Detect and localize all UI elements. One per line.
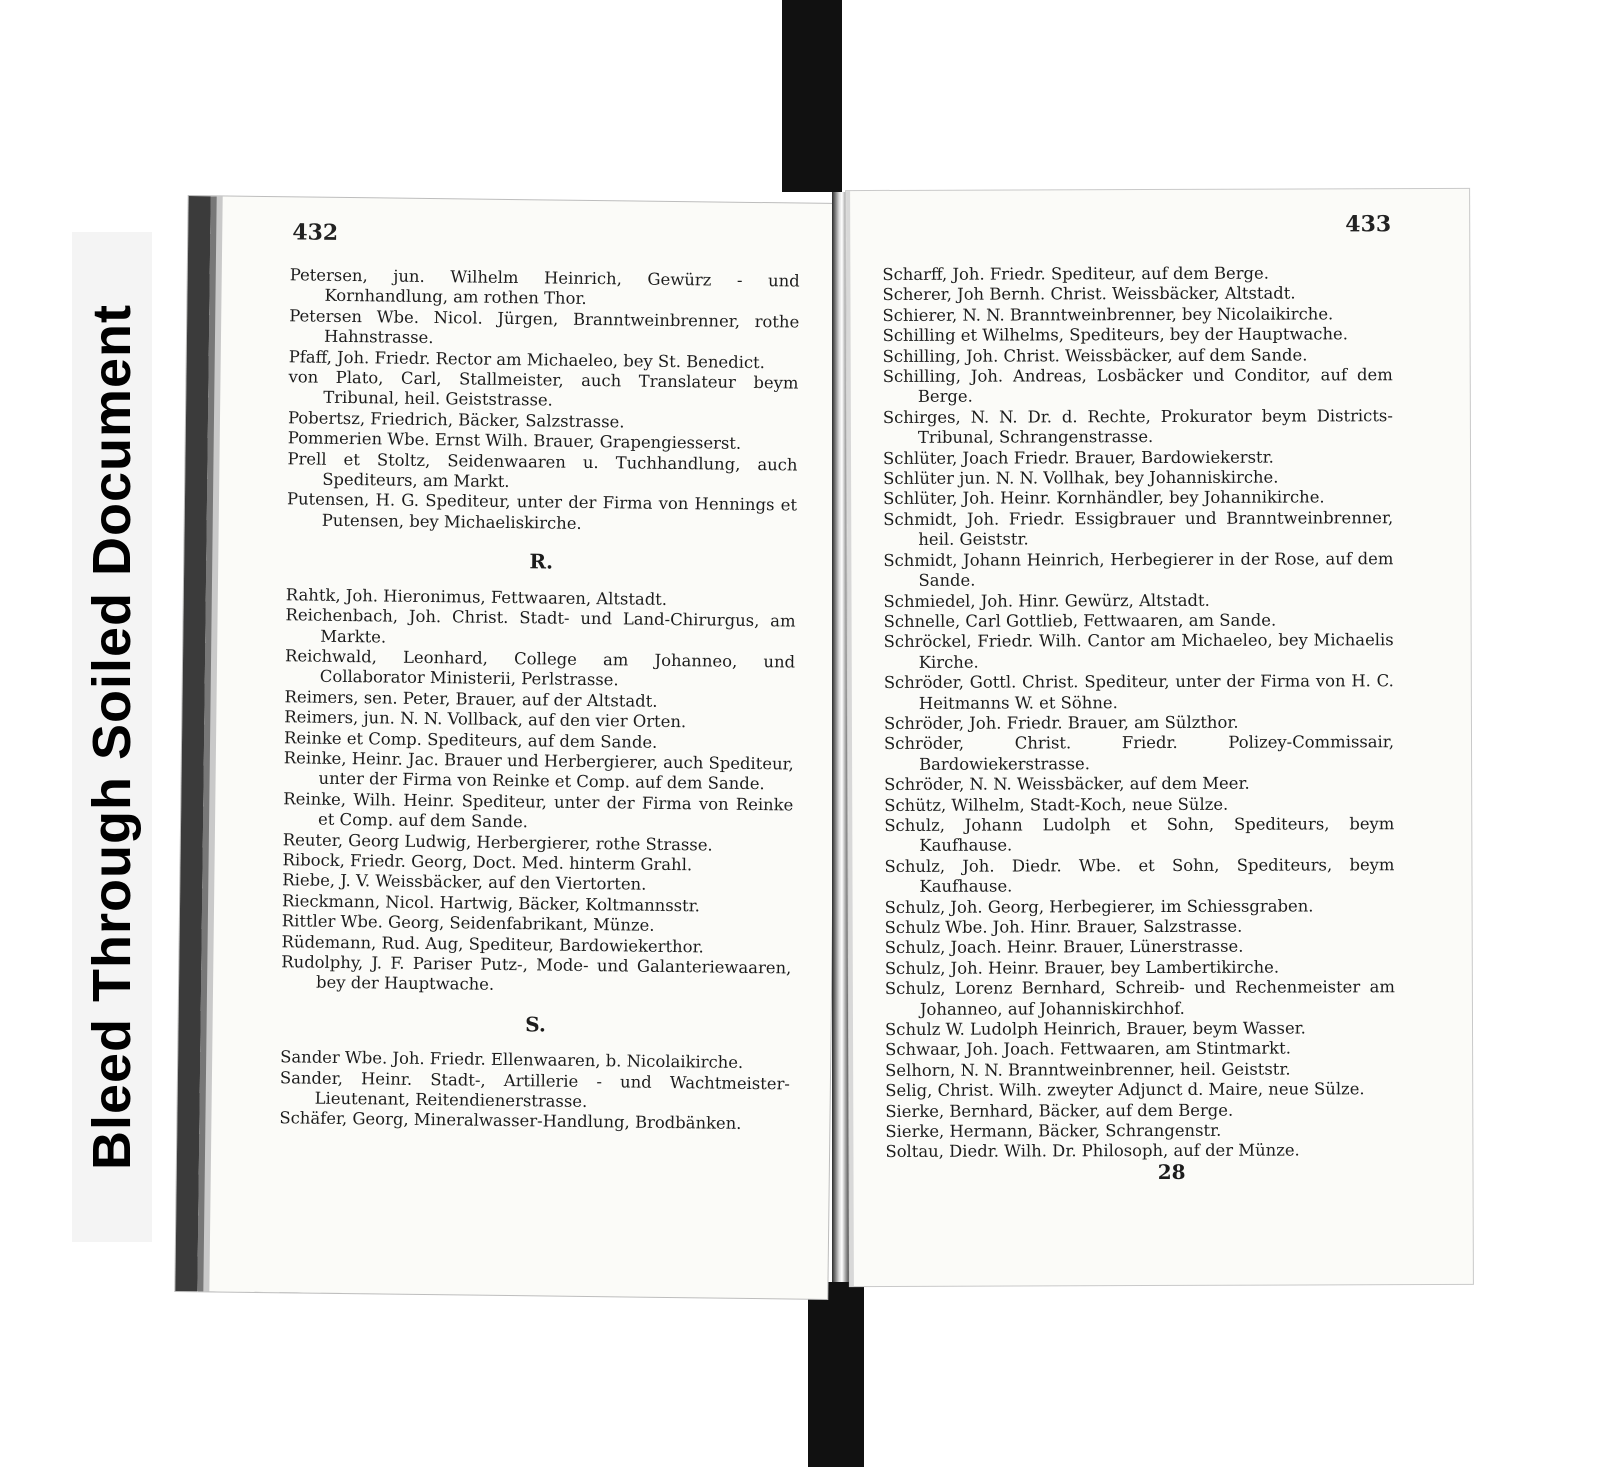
right-page-number: 433 xyxy=(1345,211,1392,238)
directory-entry: Reinke et Comp. Spediteurs, auf dem Sande. xyxy=(283,727,658,752)
directory-entry: Scherer, Joh Bernh. Christ. Weissbäcker, Altstadt. xyxy=(882,283,1296,305)
directory-entry: Schlüter, Joh. Heinr. Kornhändler, bey Johannikirche. xyxy=(883,487,1325,509)
directory-entry: Rahtk, Joh. Hieronimus, Fettwaaren, Altstadt. xyxy=(285,584,668,609)
directory-entry: Schulz, Joh. Diedr. Wbe. et Sohn, Spediteurs, beym Kaufhause. xyxy=(884,854,1395,897)
directory-entry: Rittler Wbe. Georg, Seidenfabrikant, Münze. xyxy=(281,911,655,935)
section-letter-r: R. xyxy=(529,549,554,574)
directory-entry: Sander Wbe. Joh. Friedr. Ellenwaaren, b. Nicolaikirche. xyxy=(280,1047,744,1073)
directory-entry: Selig, Christ. Wilh. zweyter Adjunct d. Maire, neue Sülze. xyxy=(885,1079,1365,1101)
directory-entry: Schirges, N. N. Dr. d. Rechte, Prokurator beym Districts-Tribunal, Schrangenstrasse. xyxy=(882,406,1393,448)
directory-entry: Pobertsz, Friedrich, Bäcker, Salzstrasse. xyxy=(287,408,625,432)
directory-entry: Schulz Wbe. Joh. Hinr. Brauer, Salzstrasse. xyxy=(884,916,1243,937)
directory-entry: Rüdemann, Rud. Aug, Spediteur, Bardowiekerthor. xyxy=(281,931,704,956)
directory-entry: Schilling, Joh. Andreas, Losbäcker und Conditor, auf dem Berge. xyxy=(882,365,1393,407)
directory-entry: Pommerien Wbe. Ernst Wilh. Brauer, Grapengiesserst. xyxy=(287,428,742,454)
directory-entry: Selhorn, N. N. Branntweinbrenner, heil. Geiststr. xyxy=(885,1059,1291,1080)
directory-entry: Schwaar, Joh. Joach. Fettwaaren, am Stintmarkt. xyxy=(885,1038,1291,1060)
directory-entry: Schlüter jun. N. N. Vollhak, bey Johanniskirche. xyxy=(883,467,1279,489)
directory-entry: Schmidt, Johann Heinrich, Herbegierer in der Rose, auf dem Sande. xyxy=(883,548,1394,590)
section-letter-s: S. xyxy=(525,1012,547,1037)
directory-entry: Schulz, Joh. Heinr. Brauer, bey Lambertikirche. xyxy=(884,957,1280,978)
directory-entry: Schlüter, Joach Friedr. Brauer, Bardowiekerstr. xyxy=(882,447,1274,468)
directory-entry: Schulz W. Ludolph Heinrich, Brauer, beym Wasser. xyxy=(884,1018,1306,1039)
directory-entry: Schilling et Wilhelms, Spediteurs, bey der Hauptwache. xyxy=(882,324,1348,346)
directory-entry: Sander, Heinr. Stadt-, Artillerie - und Wachtmeister-Lieutenant, Reitendienerstrasse. xyxy=(279,1067,791,1112)
document-tag-label xyxy=(72,232,152,1242)
directory-entry: Schulz, Lorenz Bernhard, Schreib- und Rechenmeister am Johanneo, auf Johanniskirchhof. xyxy=(884,977,1395,1019)
directory-entry: Reimers, jun. N. N. Vollback, auf den vier Orten. xyxy=(284,707,687,732)
directory-entry: Schäfer, Georg, Mineralwasser-Handlung, Brodbänken. xyxy=(279,1108,742,1134)
document-tag-text: Bleed Through Soiled Document xyxy=(82,303,142,1171)
directory-entry: Schilling, Joh. Christ. Weissbäcker, auf dem Sande. xyxy=(882,345,1308,366)
directory-entry: Reinke, Heinr. Jac. Brauer und Herbergierer, auch Spediteur, unter der Firma von Reinke et Comp. auf dem Sande. xyxy=(283,748,794,794)
directory-entry: Sierke, Bernhard, Bäcker, auf dem Berge. xyxy=(885,1100,1234,1121)
directory-entry: Reichenbach, Joh. Christ. Stadt- und Land-Chirurgus, am Markte. xyxy=(285,605,796,647)
left-page xyxy=(175,196,840,1299)
directory-entry: Ribock, Friedr. Georg, Doct. Med. hinterm Grahl. xyxy=(282,850,693,875)
directory-entry: Riebe, J. V. Weissbäcker, auf den Viertorten. xyxy=(282,870,647,895)
left-page-entries xyxy=(279,265,800,1135)
directory-entry: Putensen, H. G. Spediteur, unter der Firma von Hennings et Putensen, bey Michaeliskirche. xyxy=(286,489,798,533)
directory-entry: Schröder, N. N. Weissbäcker, auf dem Meer. xyxy=(884,773,1250,795)
directory-entry: Pfaff, Joh. Friedr. Rector am Michaeleo, bey St. Benedict. xyxy=(288,346,766,372)
right-page xyxy=(846,189,1473,1286)
directory-entry: Petersen Wbe. Nicol. Jürgen, Branntweinbrenner, rothe Hahnstrasse. xyxy=(289,306,800,348)
directory-entry: Petersen, jun. Wilhelm Heinrich, Gewürz - und Kornhandlung, am rothen Thor. xyxy=(289,265,800,309)
right-page-entries xyxy=(882,263,1395,1183)
directory-entry: Schulz, Joach. Heinr. Brauer, Lünerstrasse. xyxy=(884,937,1244,958)
signature-mark: 28 xyxy=(1157,1159,1186,1184)
directory-entry: Sierke, Hermann, Bäcker, Schrangenstr. xyxy=(885,1120,1222,1142)
directory-entry: Schierer, N. N. Branntweinbrenner, bey Nicolaikirche. xyxy=(882,304,1334,325)
binding-strip-top xyxy=(782,0,842,192)
directory-entry: Schulz, Joh. Georg, Herbegierer, im Schiessgraben. xyxy=(884,896,1314,917)
directory-entry: Scharff, Joh. Friedr. Spediteur, auf dem Berge. xyxy=(882,263,1269,284)
left-page-number: 432 xyxy=(292,219,339,246)
directory-entry: Schnelle, Carl Gottlieb, Fettwaaren, am Sande. xyxy=(883,610,1277,631)
directory-entry: Reimers, sen. Peter, Brauer, auf der Altstadt. xyxy=(284,686,658,711)
binding-strip-bottom xyxy=(808,1282,864,1467)
directory-entry: Schröder, Joh. Friedr. Brauer, am Sülzthor. xyxy=(883,712,1239,733)
directory-entry: Prell et Stoltz, Seidenwaaren u. Tuchhandlung, auch Spediteurs, am Markt. xyxy=(287,448,798,492)
directory-entry: Schulz, Johann Ludolph et Sohn, Spediteurs, beym Kaufhause. xyxy=(884,814,1395,856)
directory-entry: Schröder, Gottl. Christ. Spediteur, unter der Firma von H. C. Heitmanns W. et Söhne. xyxy=(883,671,1394,713)
directory-entry: Schröder, Christ. Friedr. Polizey-Commissair, Bardowiekerstrasse. xyxy=(883,732,1395,774)
directory-entry: Schmiedel, Joh. Hinr. Gewürz, Altstadt. xyxy=(883,590,1210,611)
directory-entry: Schmidt, Joh. Friedr. Essigbrauer und Branntweinbrenner, heil. Geiststr. xyxy=(883,508,1394,550)
directory-entry: Reuter, Georg Ludwig, Herbergierer, rothe Strasse. xyxy=(282,829,713,855)
directory-entry: Schröckel, Friedr. Wilh. Cantor am Michaeleo, bey Michaelis Kirche. xyxy=(883,630,1394,672)
directory-entry: von Plato, Carl, Stallmeister, auch Translateur beym Tribunal, heil. Geiststrasse. xyxy=(288,367,799,410)
directory-entry: Reinke, Wilh. Heinr. Spediteur, unter der Firma von Reinke et Comp. auf dem Sande. xyxy=(283,789,794,832)
directory-entry: Rudolphy, J. F. Pariser Putz-, Mode- und Galanteriewaaren, bey der Hauptwache. xyxy=(281,952,792,995)
directory-entry: Rieckmann, Nicol. Hartwig, Bäcker, Koltmannsstr. xyxy=(281,891,701,916)
directory-entry: Schütz, Wilhelm, Stadt-Koch, neue Sülze. xyxy=(884,794,1229,815)
directory-entry: Soltau, Diedr. Wilh. Dr. Philosoph, auf der Münze. xyxy=(885,1140,1300,1162)
directory-entry: Reichwald, Leonhard, College am Johanneo, und Collaborator Ministerii, Perlstrasse. xyxy=(284,646,796,690)
